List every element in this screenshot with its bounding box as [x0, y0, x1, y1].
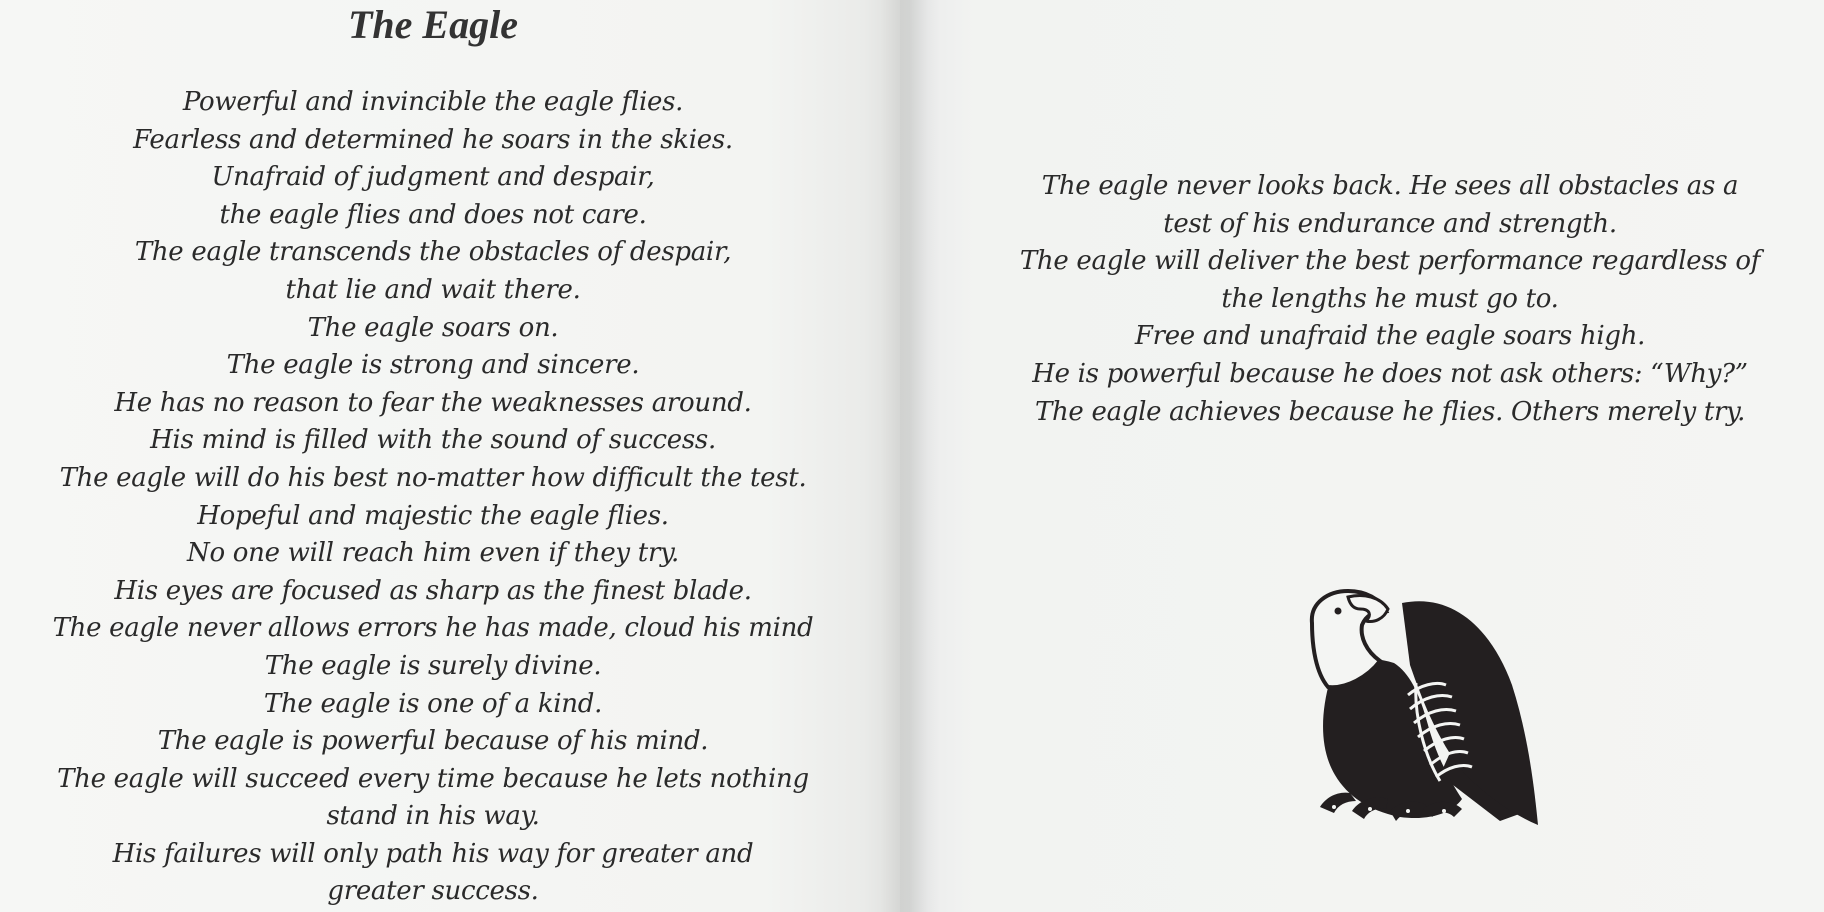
poem-line: He is powerful because he does not ask others: “Why?”: [1032, 358, 1748, 389]
poem-line: the lengths he must go to.: [1221, 283, 1559, 314]
poem-line: His mind is filled with the sound of success.: [150, 425, 716, 456]
poem-line: Powerful and invincible the eagle flies.: [182, 87, 684, 117]
poem-title: The Eagle: [348, 2, 518, 47]
poem-line: The eagle will do his best no-matter how difficult the test.: [59, 462, 807, 493]
poem-line: His eyes are focused as sharp as the finest blade.: [114, 575, 752, 606]
poem-line: stand in his way.: [326, 801, 540, 832]
poem-line: The eagle never allows errors he has made, cloud his mind: [52, 613, 814, 644]
left-poem-lines: [0, 84, 866, 911]
perched-eagle-icon: [1290, 585, 1550, 847]
poem-line: The eagle never looks back. He sees all obstacles as a: [1041, 171, 1739, 201]
poem-line: No one will reach him even if they try.: [187, 538, 679, 569]
poem-line: He has no reason to fear the weaknesses around.: [114, 387, 752, 418]
poem-line: The eagle will succeed every time because he lets nothing: [57, 763, 809, 794]
poem-line: Hopeful and majestic the eagle flies.: [197, 500, 669, 531]
poem-line: The eagle soars on.: [307, 312, 559, 343]
poem-line: His failures will only path his way for greater and: [112, 838, 754, 869]
poem-line: that lie and wait there.: [285, 274, 581, 305]
left-page: [0, 0, 900, 912]
poem-line: The eagle is surely divine.: [264, 650, 602, 681]
poem-line: The eagle achieves because he flies. Others merely try.: [1034, 396, 1746, 427]
poem-line: Free and unafraid the eagle soars high.: [1134, 321, 1646, 352]
poem-line: greater success.: [327, 876, 539, 907]
poem-line: The eagle is strong and sincere.: [226, 350, 640, 381]
poem-line: test of his endurance and strength.: [1163, 208, 1617, 239]
poem-line: The eagle transcends the obstacles of despair,: [134, 237, 732, 268]
poem-line: The eagle is one of a kind.: [263, 688, 603, 719]
poem-line: Unafraid of judgment and despair,: [211, 162, 655, 193]
poem-line: The eagle will deliver the best performance regardless of: [1019, 246, 1761, 277]
right-poem-lines: [960, 168, 1820, 431]
poem-line: The eagle is powerful because of his mind.: [157, 726, 709, 757]
poem-line: the eagle flies and does not care.: [219, 199, 647, 230]
poem-line: Fearless and determined he soars in the skies.: [133, 124, 733, 155]
